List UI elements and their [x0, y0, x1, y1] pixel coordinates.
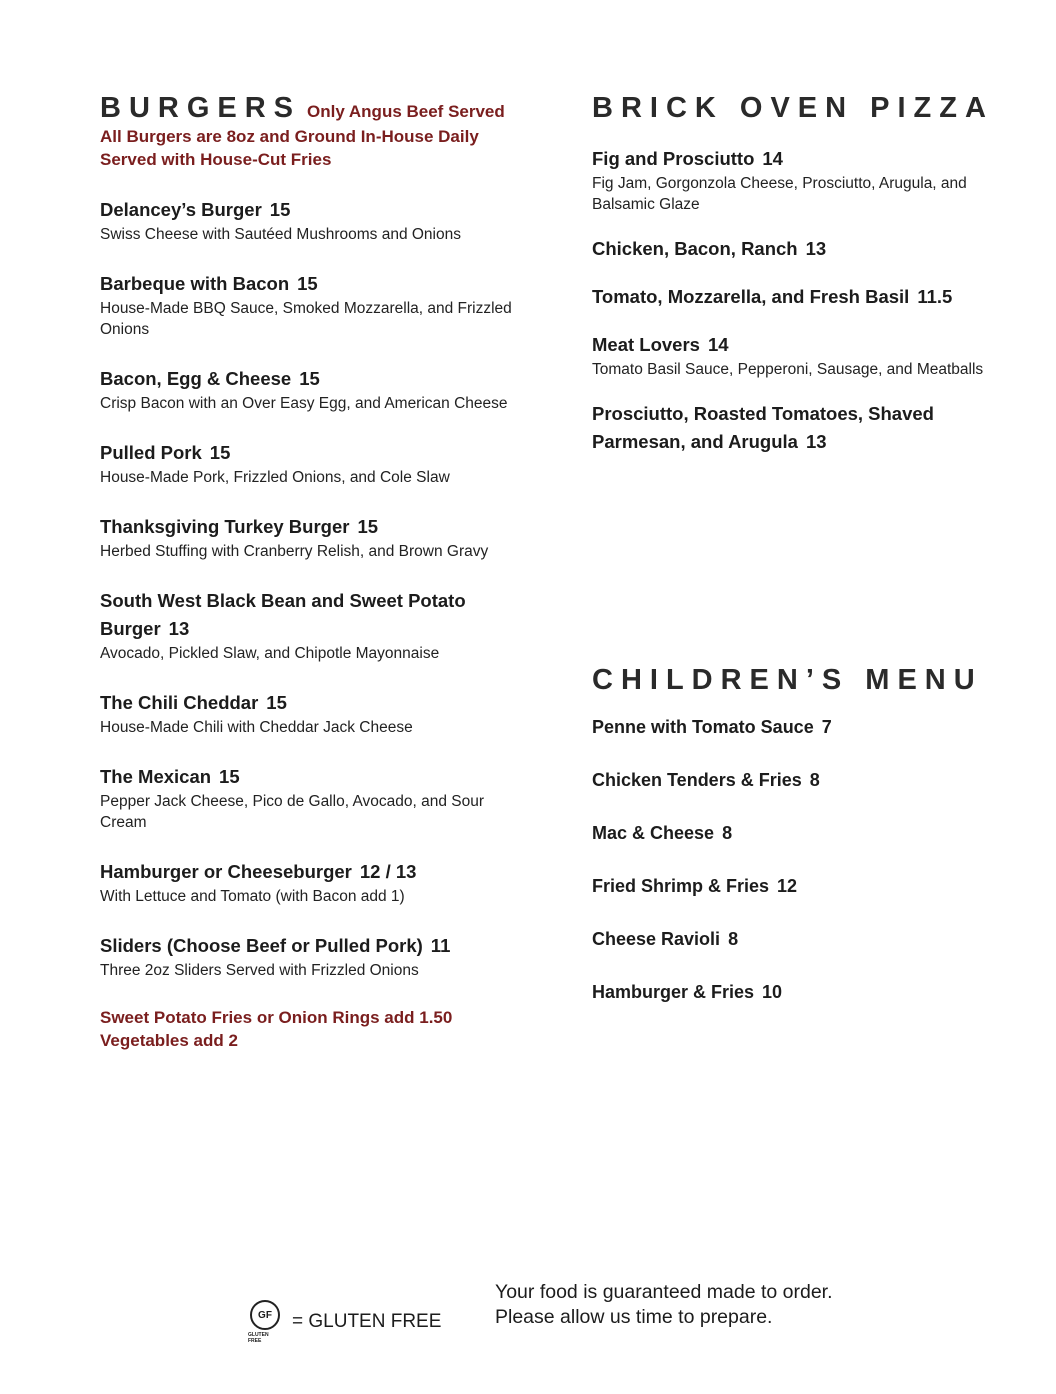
- item-name: [100, 587, 520, 643]
- item-name: [592, 283, 992, 311]
- menu-item: [100, 763, 520, 833]
- item-price: 15: [297, 273, 318, 294]
- item-description: House-Made BBQ Sauce, Smoked Mozzarella, and Frizzled Onions: [100, 300, 512, 338]
- item-title: Barbeque with Bacon: [100, 273, 290, 294]
- children-title: CHILDREN’S MENU: [592, 664, 983, 696]
- item-description: Three 2oz Sliders Served with Frizzled Onions: [100, 962, 419, 979]
- children-menu-item: [592, 819, 1012, 872]
- item-description: House-Made Pork, Frizzled Onions, and Cole Slaw: [100, 469, 450, 486]
- pizza-list: [592, 145, 992, 456]
- item-title: Pulled Pork: [100, 442, 202, 463]
- pizza-title: BRICK OVEN PIZZA: [592, 92, 994, 124]
- item-name: [100, 270, 520, 298]
- menu-item: [100, 858, 520, 907]
- item-name: [100, 689, 520, 717]
- item-price: 15: [299, 368, 320, 389]
- item-price: 12: [777, 876, 798, 896]
- item-price: 13: [168, 618, 190, 639]
- item-title: The Chili Cheddar: [100, 692, 259, 713]
- item-price: 8: [728, 929, 739, 949]
- burgers-note: Served with House-Cut Fries: [100, 150, 332, 169]
- children-section: [592, 664, 1012, 1031]
- gluten-free-legend: [248, 1300, 441, 1344]
- item-title: Chicken Tenders & Fries: [592, 770, 802, 790]
- item-title: Penne with Tomato Sauce: [592, 717, 814, 737]
- item-price: 14: [762, 148, 783, 169]
- gf-badge-label: GLUTEN FREE: [248, 1332, 269, 1344]
- item-title: Thanksgiving Turkey Burger: [100, 516, 350, 537]
- item-title: The Mexican: [100, 766, 212, 787]
- order-note-line: Your food is guaranteed made to order.: [495, 1281, 833, 1303]
- item-price: 8: [809, 770, 820, 790]
- children-menu-item: [592, 978, 1012, 1031]
- item-title: Bacon, Egg & Cheese: [100, 368, 292, 389]
- item-title: Fried Shrimp & Fries: [592, 876, 770, 896]
- menu-item: [592, 283, 992, 311]
- item-price: 15: [219, 766, 240, 787]
- burger-addons: [100, 1006, 520, 1052]
- addon-line: Sweet Potato Fries or Onion Rings add 1.50: [100, 1008, 453, 1027]
- item-price: 15: [209, 442, 231, 463]
- menu-item: [592, 400, 992, 456]
- children-menu-item: [592, 872, 1012, 925]
- item-price: 10: [762, 982, 783, 1002]
- burgers-subtitle: Only Angus Beef Served: [307, 102, 505, 121]
- burgers-title: BURGERS Only Angus Beef Served: [100, 92, 505, 124]
- item-title: Meat Lovers: [592, 334, 700, 355]
- item-name: [100, 365, 520, 393]
- item-price: 14: [707, 334, 729, 355]
- item-name: [100, 196, 520, 224]
- item-price: 15: [269, 199, 291, 220]
- item-description: Swiss Cheese with Sautéed Mushrooms and Onions: [100, 226, 461, 243]
- pizza-section: [592, 92, 992, 456]
- menu-item: [100, 587, 520, 664]
- menu-item: [100, 513, 520, 562]
- gluten-free-text: = GLUTEN FREE: [292, 1311, 442, 1332]
- item-title: Fig and Prosciutto: [592, 148, 755, 169]
- item-title: Delancey’s Burger: [100, 199, 262, 220]
- item-name: [100, 763, 520, 791]
- item-price: 15: [266, 692, 287, 713]
- item-title: Hamburger or Cheeseburger: [100, 861, 352, 882]
- item-price: 11.5: [917, 286, 953, 307]
- item-name: [100, 439, 520, 467]
- menu-item: [100, 689, 520, 738]
- item-title: South West Black Bean and Sweet Potato Burger: [100, 590, 466, 639]
- item-price: 13: [805, 431, 827, 452]
- item-price: 7: [821, 717, 832, 737]
- children-menu-item: [592, 925, 1012, 978]
- item-price: 13: [805, 238, 827, 259]
- item-name: [100, 932, 520, 960]
- menu-item: [100, 439, 520, 488]
- children-menu-item: [592, 766, 1012, 819]
- burgers-section: [100, 92, 520, 1052]
- item-title: Hamburger & Fries: [592, 982, 755, 1002]
- item-description: House-Made Chili with Cheddar Jack Cheese: [100, 719, 413, 736]
- order-note: [495, 1280, 833, 1330]
- order-note-line: Please allow us time to prepare.: [495, 1306, 773, 1328]
- menu-item: [592, 331, 992, 380]
- item-description: Avocado, Pickled Slaw, and Chipotle Mayonnaise: [100, 645, 440, 662]
- item-title: Cheese Ravioli: [592, 929, 721, 949]
- item-title: Chicken, Bacon, Ranch: [592, 238, 798, 259]
- children-list: [592, 713, 1012, 1031]
- item-description: Crisp Bacon with an Over Easy Egg, and American Cheese: [100, 395, 508, 412]
- menu-item: [100, 365, 520, 414]
- item-title: Mac & Cheese: [592, 823, 715, 843]
- item-name: [592, 400, 992, 456]
- burgers-note: All Burgers are 8oz and Ground In-House Daily: [100, 127, 479, 146]
- children-menu-item: [592, 713, 1012, 766]
- item-name: [592, 145, 992, 173]
- item-description: Pepper Jack Cheese, Pico de Gallo, Avocado, and Sour Cream: [100, 793, 485, 831]
- menu-item: [100, 932, 520, 981]
- item-title: Prosciutto, Roasted Tomatoes, Shaved Parmesan, and Arugula: [592, 403, 934, 452]
- item-name: [592, 235, 992, 263]
- burger-list: [100, 196, 520, 981]
- item-price: 12 / 13: [359, 861, 417, 882]
- item-price: 8: [722, 823, 733, 843]
- item-name: [100, 858, 520, 886]
- item-name: [100, 513, 520, 541]
- menu-item: [592, 235, 992, 263]
- menu-item: [592, 145, 992, 215]
- item-title: Sliders (Choose Beef or Pulled Pork): [100, 935, 423, 956]
- item-price: 11: [430, 935, 451, 956]
- addon-line: Vegetables add 2: [100, 1031, 238, 1050]
- item-name: [592, 331, 992, 359]
- item-description: Tomato Basil Sauce, Pepperoni, Sausage, and Meatballs: [592, 361, 984, 378]
- item-description: With Lettuce and Tomato (with Bacon add 1): [100, 888, 405, 905]
- item-description: Fig Jam, Gorgonzola Cheese, Prosciutto, Arugula, and Balsamic Glaze: [592, 175, 967, 213]
- gluten-free-icon: [248, 1300, 282, 1344]
- item-title: Tomato, Mozzarella, and Fresh Basil: [592, 286, 910, 307]
- menu-item: [100, 196, 520, 245]
- menu-item: [100, 270, 520, 340]
- item-price: 15: [357, 516, 379, 537]
- item-description: Herbed Stuffing with Cranberry Relish, and Brown Gravy: [100, 543, 489, 560]
- gf-badge-circle: GF: [250, 1300, 280, 1330]
